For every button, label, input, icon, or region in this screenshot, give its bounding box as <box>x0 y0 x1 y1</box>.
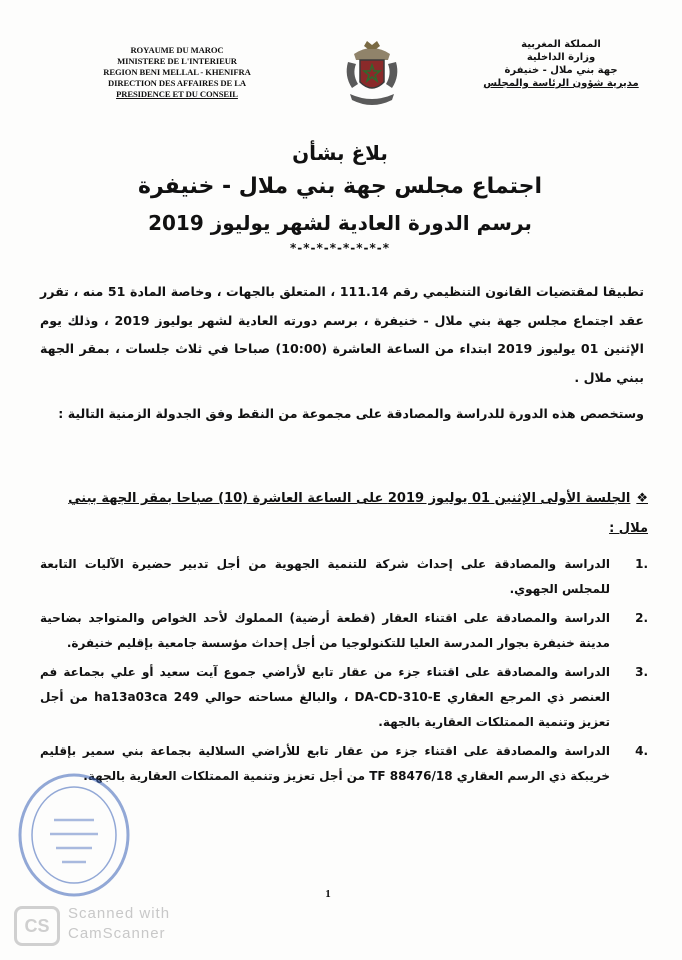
diamond-bullet-icon: ❖ <box>636 491 648 506</box>
official-stamp-icon <box>14 770 134 900</box>
header-ar-line4: مديرية شؤون الرئاسة والمجلس <box>483 78 639 89</box>
header-ar-line3: جهة بني ملال - خنيفرة <box>504 65 618 76</box>
header-fr-line5: PRESIDENCE ET DU CONSEIL <box>116 89 238 99</box>
header-fr-line1: ROYAUME DU MAROC <box>130 45 224 55</box>
session-heading-text: الجلسة الأولى الإثنين 01 يوليوز 2019 على الساعة العاشرة (10) صباحا بمقر الجهة ببني ملال : <box>68 491 648 536</box>
agenda-item-text: الدراسة والمصادقة على اقتناء جزء من عقار تابع لأراضي جموع آيت سعيد أو علي بجماعة فم العنصر ذي المرجع العقاري DA-CD-310-E ، والبالغ مساحته حوالي 249 ha13a03ca من أجل تعزيز وتنمية الممتلكات العقارية بالجهة. <box>40 665 610 729</box>
agenda-item-number: .1 <box>635 557 648 571</box>
header-fr-line4: DIRECTION DES AFFAIRES DE LA <box>108 78 246 88</box>
intro-paragraph-1: تطبيقا لمقتضيات القانون التنظيمي رقم 111.14 ، المتعلق بالجهات ، وخاصة المادة 51 منه ، تقرر عقد اجتماع مجلس جهة بني ملال - خنيفرة ، برسم دورته العادية لشهر يوليوز 2019 ، وذلك يوم الإثنين 01 يوليوز 2019 ابتداء من الساعة العاشرة (10:00) صباحا في ثلاث جلسات ، بمقر الجهة ببني ملال . <box>40 284 645 385</box>
header-french <box>84 45 270 100</box>
agenda-list <box>40 552 648 793</box>
header-ar-line1: المملكة المغربية <box>521 39 601 50</box>
agenda-item-number: .4 <box>635 744 648 758</box>
document-title <box>120 138 560 256</box>
header-arabic <box>476 38 646 90</box>
agenda-item <box>40 606 648 656</box>
title-line3: برسم الدورة العادية لشهر يوليوز 2019 <box>148 211 532 235</box>
session-heading <box>36 484 648 544</box>
agenda-item <box>40 660 648 735</box>
agenda-item-text: الدراسة والمصادقة على إحداث شركة للتنمية الجهوية من أجل تدبير حضيرة الآليات التابعة للمجلس الجهوي. <box>40 557 610 596</box>
agenda-item-number: .2 <box>635 611 648 625</box>
header-fr-line2: MINISTERE DE L'INTERIEUR <box>117 56 237 66</box>
agenda-item-text: الدراسة والمصادقة على اقتناء العقار (قطعة أرضية) المملوك لأحد الخواص والمتواجد بضاحية مدينة خنيفرة بجوار المدرسة العليا للتكنولوجيا من أجل إحداث مؤسسة جامعية بإقليم خنيفرة. <box>40 611 610 650</box>
scanner-text-line2: CamScanner <box>68 925 166 942</box>
intro-paragraph-2: وستخصص هذه الدورة للدراسة والمصادقة على مجموعة من النقط وفق الجدولة الزمنية التالية : <box>58 406 644 421</box>
title-separator: *-*-*-*-*-*-*-* <box>289 241 391 255</box>
title-line2: اجتماع مجلس جهة بني ملال - خنيفرة <box>137 174 542 199</box>
agenda-item <box>40 552 648 602</box>
header-ar-line2: وزارة الداخلية <box>526 52 596 63</box>
scanner-text-line1: Scanned with <box>68 905 171 922</box>
agenda-item-text: الدراسة والمصادقة على اقتناء جزء من عقار تابع للأراضي السلالية بجماعة بني سمير بإقليم خريبكة ذي الرسم العقاري TF 88476/18 من أجل تعزيز وتنمية الممتلكات العقارية بالجهة. <box>40 744 610 783</box>
intro-text <box>40 278 644 429</box>
moroccan-coat-of-arms-icon <box>340 40 404 110</box>
page-number: 1 <box>325 888 331 900</box>
header-fr-line3: REGION BENI MELLAL - KHENIFRA <box>103 67 251 77</box>
camscanner-logo-icon: CS <box>14 906 60 946</box>
agenda-item-number: .3 <box>635 665 648 679</box>
title-line1: بلاغ بشأن <box>292 141 388 165</box>
